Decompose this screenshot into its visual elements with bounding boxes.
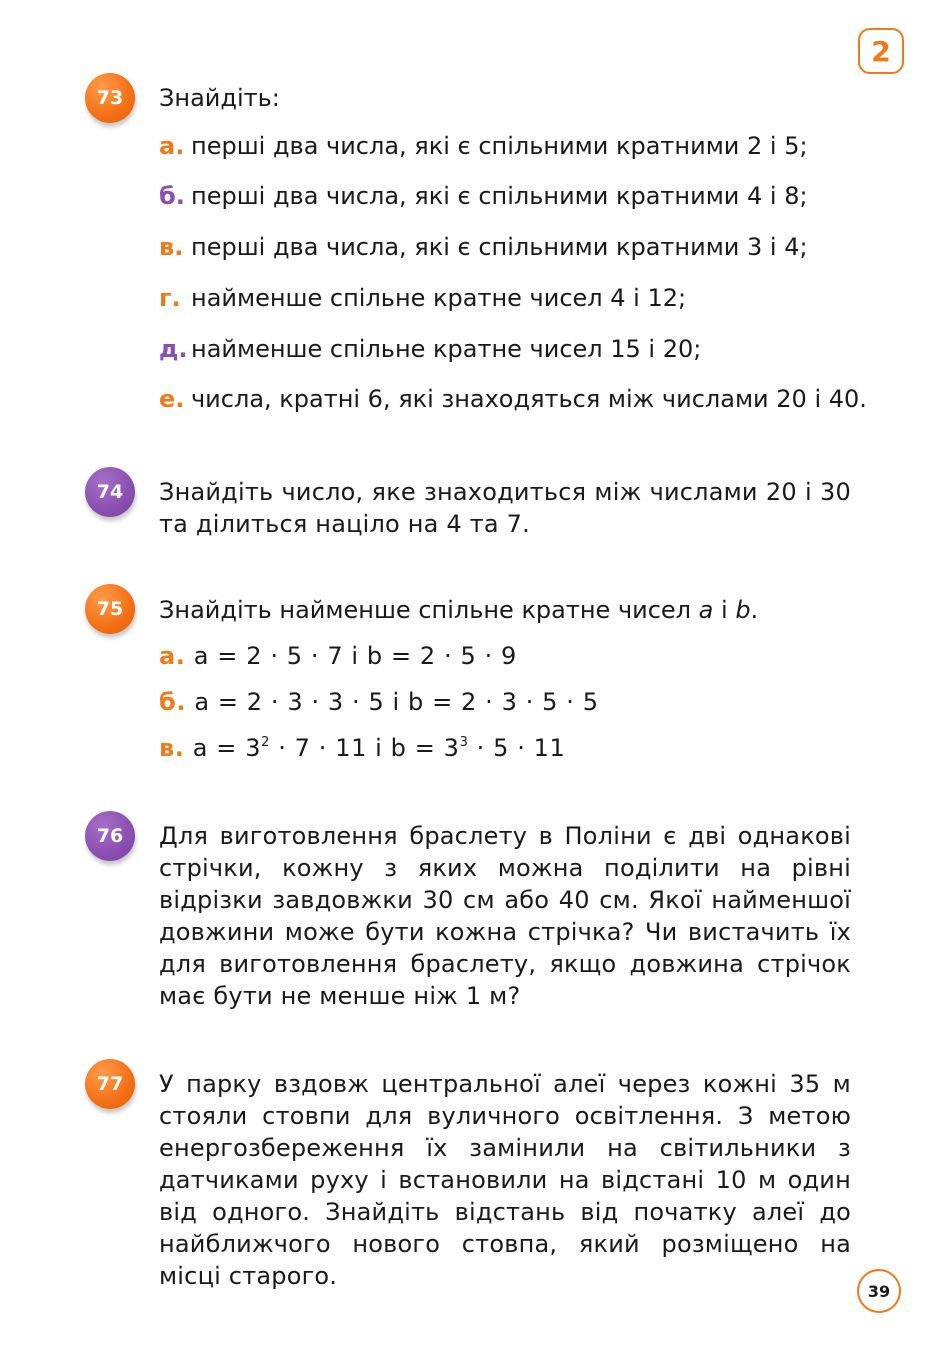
item-text: числа, кратні 6, які знаходяться між числами 20 і 40. <box>191 385 867 413</box>
item-expression: a = 2 · 5 · 7 і b = 2 · 5 · 9 <box>193 642 517 670</box>
item-label: б. <box>159 688 187 716</box>
item-label: д. <box>159 335 188 363</box>
task-75-intro <box>159 594 851 626</box>
item-text: найменше спільне кратне чисел 4 і 12; <box>191 284 687 312</box>
task-75-item-b <box>159 686 599 718</box>
exponent: 2 <box>261 735 270 750</box>
item-label: а. <box>159 642 186 670</box>
page-number: 39 <box>857 1269 901 1313</box>
expression-part: · 7 · 11 і b = 3 <box>269 734 460 762</box>
task-75-item-a <box>159 640 517 672</box>
task-73-intro: Знайдіть: <box>159 84 280 112</box>
item-text: перші два числа, які є спільними кратними 4 і 8; <box>191 182 808 210</box>
task-number-badge-75: 75 <box>85 584 135 634</box>
item-label: а. <box>159 132 185 160</box>
item-text: перші два числа, які є спільними кратними 2 і 5; <box>191 132 808 160</box>
task-77-text: У парку вздовж центральної алеї через кожні 35 м стояли стовпи для вуличного освітлення. З метою енергозбереження їх замінили на світильники з датчиками руху і встановили на відстані 10 м один від одного. Знайдіть відстань від початку алеї до найближчого нового стовпа, який розміщено на місці старого. <box>159 1070 851 1290</box>
item-label: в. <box>159 233 184 261</box>
item-text: перші два числа, які є спільними кратними 3 і 4; <box>191 233 808 261</box>
chapter-number-tab: 2 <box>858 28 904 74</box>
expression-part: a = 3 <box>192 734 262 762</box>
task-number-badge-74: 74 <box>85 467 135 517</box>
task-76-text: Для виготовлення браслету в Поліни є дві однакові стрічки, кожну з яких можна поділити на рівні відрізки завдовжки 30 см або 40 см. Якої найменшої довжини може бути кожна стрічка? Чи вистачить їх для виготовлення браслету, якщо довжина стрічок має бути не менше ніж 1 м? <box>159 822 851 1010</box>
expression-part: · 5 · 11 <box>468 734 566 762</box>
item-label: в. <box>159 734 185 762</box>
conjunction: і <box>713 596 736 624</box>
task-73-item-d <box>159 333 701 365</box>
period: . <box>750 596 759 624</box>
task-73-item-e <box>159 383 867 415</box>
item-label: г. <box>159 284 181 312</box>
task-number-badge-73: 73 <box>85 73 135 123</box>
task-75-item-v <box>159 732 565 764</box>
exponent: 3 <box>459 735 469 750</box>
variable-b: b <box>735 596 751 624</box>
item-expression: a = 2 · 3 · 3 · 5 і b = 2 · 3 · 5 · 5 <box>194 688 599 716</box>
task-73-item-b <box>159 180 808 212</box>
intro-text: Знайдіть найменше спільне кратне чисел <box>159 596 699 624</box>
task-number-badge-76: 76 <box>85 811 135 861</box>
task-73-item-g <box>159 282 686 314</box>
item-label: е. <box>159 385 185 413</box>
task-73-item-a <box>159 130 808 162</box>
variable-a: a <box>698 596 714 624</box>
task-74-text: Знайдіть число, яке знаходиться між числами 20 і 30 та ділиться націло на 4 та 7. <box>159 478 851 538</box>
item-label: б. <box>159 182 185 210</box>
task-number-badge-77: 77 <box>85 1059 135 1109</box>
task-73-item-v <box>159 231 808 263</box>
item-text: найменше спільне кратне чисел 15 і 20; <box>191 335 702 363</box>
